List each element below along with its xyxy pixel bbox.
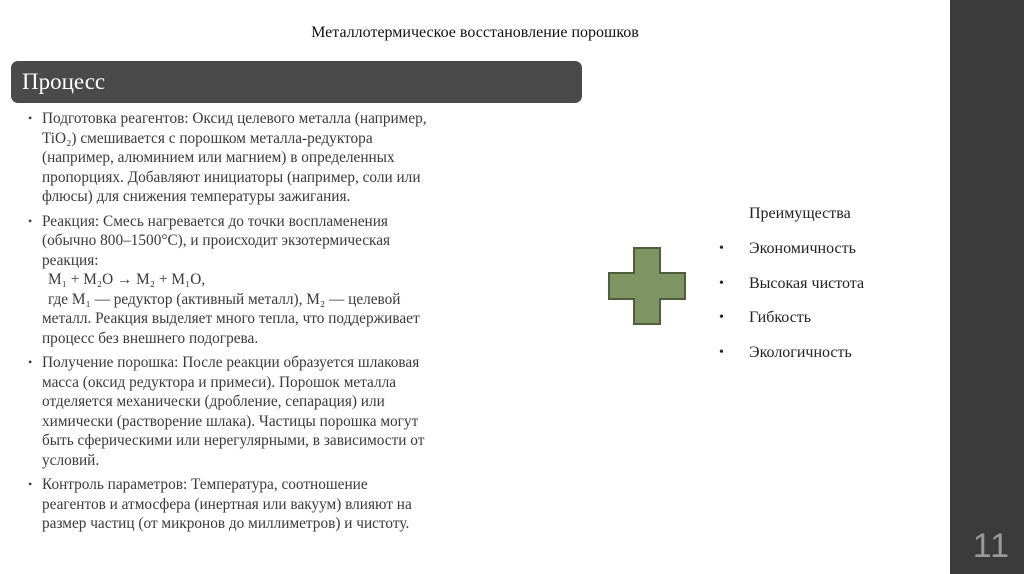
text-line: размер частиц (от микронов до миллиметров) и чистоту. (42, 515, 410, 532)
text-line: быть сферическими или нерегулярными, в зависимости от (42, 432, 425, 449)
slide-title: Металлотермическое восстановление порошков (311, 24, 639, 41)
text-line: реагентов и атмосфера (инертная или вакуум) влияют на (42, 495, 412, 513)
text-line: процесс без внешнего подогрева. (42, 329, 259, 347)
text-line: • Подготовка реагентов: Оксид целевого металла (например, (42, 110, 427, 127)
reaction-formula: M₁ + M₂O → M₂ + M₁O, (48, 271, 206, 288)
process-item-powder (28, 353, 568, 470)
text-line: отделяется механически (дробление, сепарация) или (42, 393, 385, 410)
advantage-item: • Экологичность (719, 344, 864, 379)
side-bar (950, 0, 1024, 574)
advantage-item: • Высокая чистота (719, 275, 864, 310)
advantages-list (719, 240, 864, 378)
text-line: (обычно 800–1500°C), и происходит экзотермическая (42, 232, 391, 249)
text-line: • Реакция: Смесь нагревается до точки воспламенения (42, 212, 388, 230)
process-item-preparation (28, 109, 568, 207)
text-line: масса (оксид редуктора и примеси). Порошок металла (42, 373, 397, 391)
advantages-title: Преимущества (749, 205, 851, 222)
text-line: металл. Реакция выделяет много тепла, что поддерживает (42, 310, 420, 327)
text-line: пропорциях. Добавляют инициаторы (например, соли или (42, 168, 421, 186)
text-line: • Получение порошка: После реакции образуется шлаковая (42, 354, 420, 371)
process-header: Процесс (11, 61, 582, 103)
process-item-control (28, 475, 568, 534)
text-line: флюсы) для снижения температуры зажигания. (42, 188, 351, 205)
text-line: условий. (42, 451, 100, 469)
advantage-item: • Гибкость (719, 309, 864, 344)
plus-icon (608, 247, 686, 325)
text-line: где M₁ — редуктор (активный металл), M₂ — целевой (48, 290, 401, 308)
text-line: реакция: (42, 251, 99, 269)
text-line: химически (растворение шлака). Частицы порошка могут (42, 412, 419, 430)
text-line: (например, алюминием или магнием) в определенных (42, 149, 395, 166)
process-list (28, 109, 568, 539)
text-line: TiO₂) смешивается с порошком металла-редуктора (42, 129, 373, 147)
process-item-reaction (28, 212, 568, 349)
slide-number: 11 (972, 527, 1010, 565)
text-line: • Контроль параметров: Температура, соотношение (42, 476, 368, 493)
advantage-item: • Экономичность (719, 240, 864, 275)
